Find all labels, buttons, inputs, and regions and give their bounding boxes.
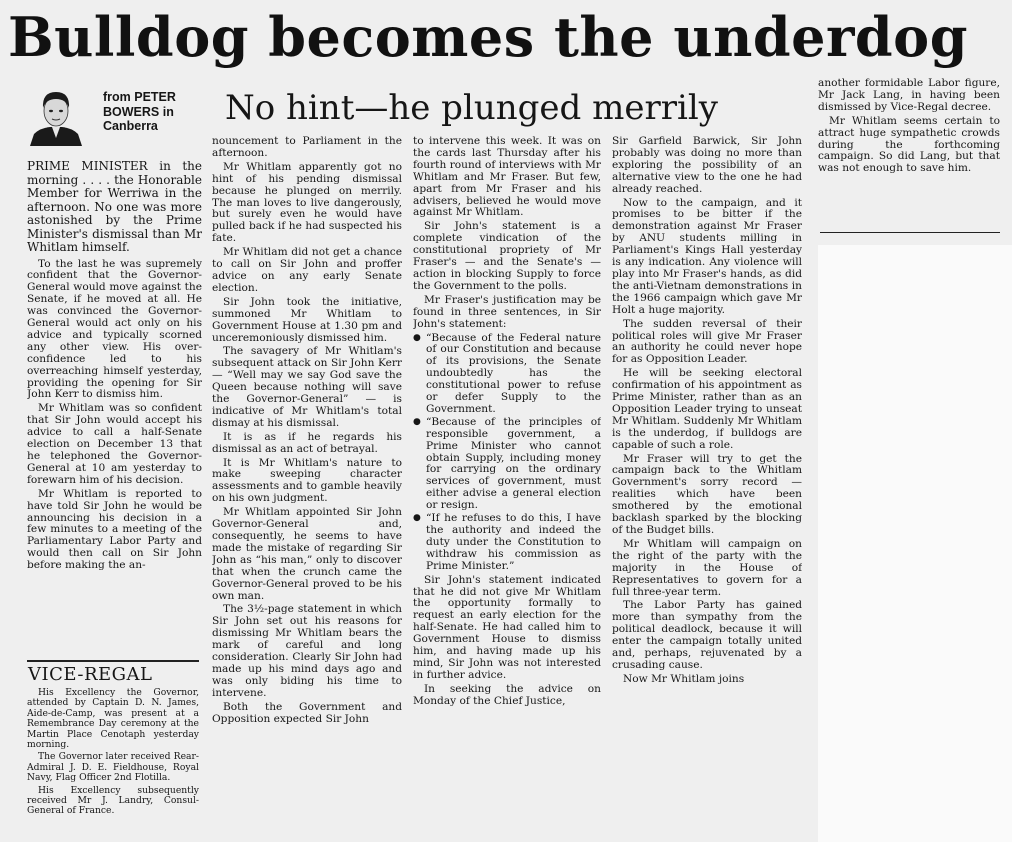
paragraph: Mr Whitlam apparently got no hint of his pending dismissal because he plunged on merrily. The man loves to live dangerously, but surely even he would have pulled back if he had suspected his fate. (212, 160, 402, 245)
paragraph: Mr Fraser will try to get the campaign back to the Whitlam Government's sorry record — realities which have been smothered by the emotional backlash sparked by the blocking of the Budget bills. (612, 452, 802, 536)
column-4 (612, 136, 802, 840)
vice-regal-column (27, 688, 199, 838)
paragraph: Mr Whitlam is reported to have told Sir John he would be announcing his decision in a few minutes to a meeting of the Parliamentary Labor Party and would then call on Sir John before making the an- (27, 487, 202, 572)
subheadline: No hint—he plunged merrily (225, 88, 718, 128)
paragraph: another formidable Labor figure, Mr Jack Lang, in having been dismissed by Vice-Regal decree. (818, 78, 1000, 113)
column-5-rule (820, 232, 1000, 233)
quote-text: “Because of the principles of responsible government, a Prime Minister who cannot obtain Supply, including money for carrying on the ordinary services of government, must either advise a general election or resign. (426, 415, 601, 512)
byline-line-3: Canberra (103, 119, 158, 133)
quote-list (413, 333, 601, 573)
paragraph: The savagery of Mr Whitlam's subsequent attack on Sir John Kerr — “Well may we say God save the Queen because nothing will save the Governor-General” — is indicative of Mr Whitlam's total dismay at his dismissal. (212, 345, 402, 429)
byline-line-1: from PETER (103, 90, 176, 104)
headline: Bulldog becomes the underdog (8, 5, 968, 69)
paragraph: Mr Whitlam will campaign on the right of the party with the majority in the House of Representatives to govern for a full three-year term. (612, 537, 802, 598)
paragraph: Mr Whitlam did not get a chance to call on Sir John and proffer advice on any early Senate election. (212, 246, 402, 294)
paragraph: nouncement to Parliament in the afternoon. (212, 136, 402, 159)
paragraph: Now Mr Whitlam joins (623, 672, 745, 685)
byline-line-2: BOWERS in (103, 104, 174, 119)
paragraph: It is as if he regards his dismissal as an act of betrayal. (212, 430, 402, 455)
paragraph: His Excellency the Governor, attended by Captain D. N. James, Aide-de-Camp, was present at a Remembrance Day ceremony at the Martin Place Cenotaph yesterday morning. (27, 688, 199, 751)
paragraph: The 3½-page statement in which Sir John set out his reasons for dismissing Mr Whitlam bears the mark of careful and long consideration. Clearly Sir John had made up his mind days ago and was only biding his time to intervene. (212, 603, 402, 699)
vice-regal-rule (27, 660, 199, 662)
quote-text: “Because of the Federal nature of our Constitution and because of its provisions, the Senate undoubtedly has the constitutional power to refuse or defer Supply to the Government. (426, 331, 601, 415)
paragraph: Now to the campaign, and it promises to be bitter if the demonstration against Mr Fraser by ANU students milling in Parliament's Kings Hall yesterday is any indication. Any violence will play into Mr Fraser's hands, as did the anti-Vietnam demonstrations in the 1966 campaign which gave Mr Holt a huge majority. (612, 196, 802, 316)
column-5 (818, 78, 1000, 228)
paragraph: Both the Government and Opposition expected Sir John (212, 700, 402, 725)
column-2 (212, 136, 402, 840)
paragraph: The Governor later received Rear-Admiral J. D. E. Fieldhouse, Royal Navy, Flag Officer 2nd Flotilla. (27, 751, 199, 784)
list-item (413, 513, 601, 573)
paragraph: Mr Whitlam seems certain to attract huge sympathetic crowds during the forthcoming campaign. So did Lang, but that was not enough to save him. (818, 114, 1000, 175)
bullet-icon: ● (413, 332, 421, 343)
byline (103, 90, 203, 134)
paragraph: The sudden reversal of their political roles will give Mr Fraser an authority he could never hope for as Opposition Leader. (612, 317, 802, 366)
author-portrait (28, 86, 84, 146)
bullet-icon: ● (413, 416, 421, 427)
paragraph: Sir John's statement indicated that he did not give Mr Whitlam the opportunity formally to request an early election for the half-Senate. He had called him to Government House to dismiss him, and having made up his mind, Sir John was not interested in further advice. (413, 573, 601, 681)
bullet-icon: ● (413, 513, 421, 524)
paragraph: Mr Whitlam appointed Sir John Governor-General and, consequently, he seems to have made the mistake of regarding Sir John as “his man,” only to discover that when the crunch came the Governor-General proved to be his own man. (212, 506, 402, 602)
list-item (413, 417, 601, 512)
list-item (413, 333, 601, 416)
paragraph: To the last he was supremely confident that the Governor-General would move against the Senate, if he moved at all. He was convinced the Governor-General would act only on his advice and typically scorned any other view. His over-confidence led to his overreaching himself yesterday, providing the opening for Sir John Kerr to dismiss him. (27, 257, 202, 401)
paragraph: to intervene this week. It was on the cards last Thursday after his fourth round of interviews with Mr Whitlam and Mr Fraser. But few, apart from Mr Fraser and his advisers, believed he would move against Mr Whitlam. (413, 136, 601, 219)
paragraph: Mr Whitlam was so confident that Sir John would accept his advice to call a half-Senate election on December 13 that he telephoned the Governor-General at 10 am yesterday to forewarn him of his decision. (27, 402, 202, 486)
paragraph: He will be seeking electoral confirmation of his appointment as Prime Minister, rather than as an Opposition Leader trying to unseat Mr Whitlam. Suddenly Mr Whitlam is the underdog, if bulldogs are capable of such a role. (612, 367, 802, 451)
paragraph: His Excellency subsequently received Mr J. Landry, Consul-General of France. (27, 784, 199, 817)
column-3 (413, 136, 601, 840)
paragraph: The Labor Party has gained more than sympathy from the political deadlock, because it will enter the campaign totally united and, perhaps, rejuvenated by a crusading cause. (612, 599, 802, 671)
paragraph: Sir John's statement is a complete vindication of the constitutional propriety of Mr Fraser's — and the Senate's — action in blocking Supply to force the Government to the polls. (413, 220, 601, 292)
paragraph: It is Mr Whitlam's nature to make sweeping character assessments and to gamble heavily on his own judgment. (212, 456, 402, 505)
quote-text: “If he refuses to do this, I have the authority and indeed the duty under the Constitution to withdraw his commission as Prime Minister.” (426, 512, 601, 572)
paragraph: Mr Fraser's justification may be found in three sentences, in Sir John's statement: (413, 293, 601, 330)
lead-paragraph: PRIME MINISTER in the morning . . . . the Honorable Member for Werriwa in the afternoon. No one was more astonished by the Prime Minister's dismissal than Mr Whitlam himself. (27, 160, 202, 254)
paragraph: Sir John took the initiative, summoned Mr Whitlam to Government House at 1.30 pm and unceremoniously dismissed him. (212, 295, 402, 344)
column-1 (27, 160, 202, 654)
paragraph: Sir Garfield Barwick, Sir John probably was doing no more than exploring the possibility of an alternative view to the one he had already reached. (612, 136, 802, 195)
vice-regal-title: VICE-REGAL (28, 664, 153, 685)
blank-area (818, 245, 1012, 842)
paragraph: In seeking the advice on Monday of the Chief Justice, (413, 682, 601, 707)
